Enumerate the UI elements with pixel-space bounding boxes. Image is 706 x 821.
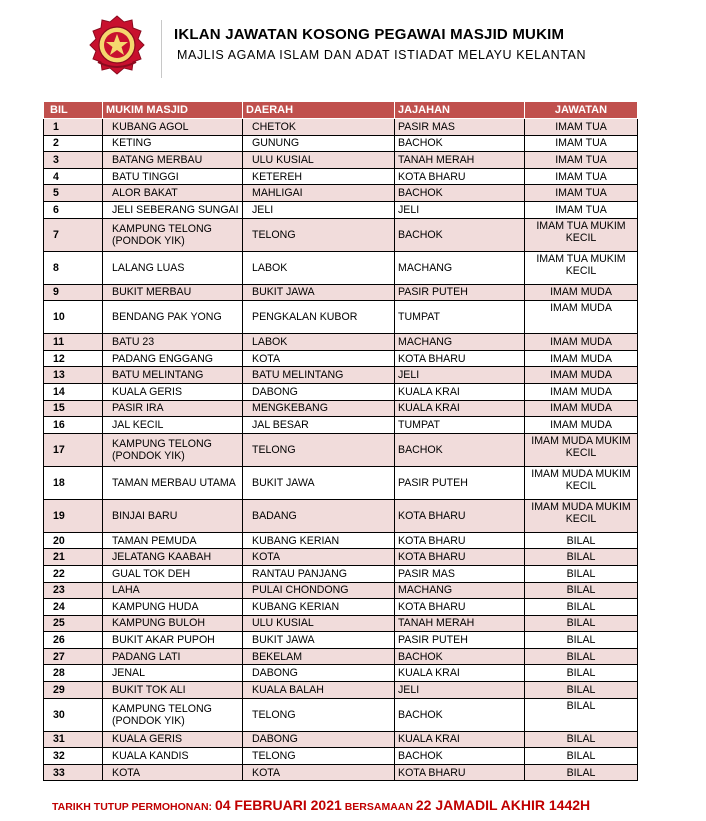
cell-bil: 21 — [44, 549, 103, 566]
cell-daerah: BUKIT JAWA — [243, 466, 395, 499]
cell-jawatan: BILAL — [525, 632, 638, 649]
cell-bil: 24 — [44, 599, 103, 616]
cell-jawatan: IMAM MUDA MUKIM KECIL — [525, 433, 638, 466]
cell-bil: 27 — [44, 648, 103, 665]
cell-daerah: KUBANG KERIAN — [243, 599, 395, 616]
cell-bil: 25 — [44, 615, 103, 632]
cell-jawatan: BILAL — [525, 665, 638, 682]
cell-bil: 30 — [44, 698, 103, 731]
cell-jawatan: IMAM MUDA — [525, 350, 638, 367]
table-row — [44, 532, 638, 549]
cell-jajahan: MACHANG — [395, 582, 525, 599]
cell-jawatan: BILAL — [525, 648, 638, 665]
cell-jajahan: PASIR PUTEH — [395, 466, 525, 499]
cell-jajahan: JELI — [395, 682, 525, 699]
column-header-jajahan: JAJAHAN — [395, 102, 525, 119]
maik-crest-logo-icon — [86, 14, 148, 76]
header-divider — [161, 20, 162, 78]
cell-bil: 7 — [44, 218, 103, 251]
cell-jawatan: IMAM MUDA — [525, 301, 638, 334]
table-row — [44, 301, 638, 334]
cell-bil: 12 — [44, 350, 103, 367]
table-row — [44, 350, 638, 367]
cell-jawatan: IMAM TUA — [525, 168, 638, 185]
table-row — [44, 599, 638, 616]
cell-daerah: MAHLIGAI — [243, 185, 395, 202]
table-row — [44, 119, 638, 136]
cell-daerah: KUBANG KERIAN — [243, 532, 395, 549]
cell-mukim-masjid: KAMPUNG BULOH — [103, 615, 243, 632]
cell-jawatan: IMAM MUDA — [525, 334, 638, 351]
cell-bil: 3 — [44, 152, 103, 169]
cell-bil: 6 — [44, 201, 103, 218]
cell-bil: 13 — [44, 367, 103, 384]
cell-jawatan: IMAM TUA — [525, 201, 638, 218]
cell-bil: 2 — [44, 135, 103, 152]
cell-jajahan: BACHOK — [395, 748, 525, 765]
cell-mukim-masjid: BATU MELINTANG — [103, 367, 243, 384]
cell-jajahan: KUALA KRAI — [395, 400, 525, 417]
cell-bil: 19 — [44, 499, 103, 532]
cell-mukim-masjid: KUALA GERIS — [103, 383, 243, 400]
cell-bil: 26 — [44, 632, 103, 649]
page-header — [0, 0, 706, 90]
table-row — [44, 383, 638, 400]
cell-bil: 23 — [44, 582, 103, 599]
cell-jawatan: IMAM TUA MUKIM KECIL — [525, 218, 638, 251]
cell-bil: 32 — [44, 748, 103, 765]
cell-jajahan: KOTA BHARU — [395, 599, 525, 616]
table-row — [44, 417, 638, 434]
table-row — [44, 748, 638, 765]
cell-mukim-masjid: KAMPUNG TELONG (PONDOK YIK) — [103, 698, 243, 731]
cell-daerah: BUKIT JAWA — [243, 284, 395, 301]
cell-bil: 15 — [44, 400, 103, 417]
page-subtitle: MAJLIS AGAMA ISLAM DAN ADAT ISTIADAT MELAYU KELANTAN — [177, 48, 587, 62]
cell-daerah: ULU KUSIAL — [243, 152, 395, 169]
cell-bil: 16 — [44, 417, 103, 434]
cell-jajahan: MACHANG — [395, 334, 525, 351]
cell-bil: 29 — [44, 682, 103, 699]
table-row — [44, 682, 638, 699]
page-title: IKLAN JAWATAN KOSONG PEGAWAI MASJID MUKIM — [174, 26, 565, 43]
table-row — [44, 698, 638, 731]
cell-jawatan: BILAL — [525, 682, 638, 699]
cell-jawatan: BILAL — [525, 549, 638, 566]
cell-mukim-masjid: JAL KECIL — [103, 417, 243, 434]
cell-daerah: LABOK — [243, 334, 395, 351]
cell-daerah: DABONG — [243, 731, 395, 748]
table-row — [44, 251, 638, 284]
cell-jajahan: MACHANG — [395, 251, 525, 284]
cell-jawatan: IMAM TUA — [525, 119, 638, 136]
cell-daerah: CHETOK — [243, 119, 395, 136]
cell-jajahan: PASIR MAS — [395, 119, 525, 136]
cell-bil: 33 — [44, 764, 103, 781]
table-row — [44, 615, 638, 632]
cell-jawatan: IMAM TUA MUKIM KECIL — [525, 251, 638, 284]
cell-bil: 10 — [44, 301, 103, 334]
cell-daerah: PENGKALAN KUBOR — [243, 301, 395, 334]
table-row — [44, 499, 638, 532]
cell-jajahan: BACHOK — [395, 185, 525, 202]
cell-bil: 17 — [44, 433, 103, 466]
table-row — [44, 201, 638, 218]
cell-daerah: KOTA — [243, 549, 395, 566]
table-row — [44, 549, 638, 566]
cell-jawatan: IMAM MUDA — [525, 383, 638, 400]
cell-mukim-masjid: JELI SEBERANG SUNGAI — [103, 201, 243, 218]
cell-mukim-masjid: BUKIT MERBAU — [103, 284, 243, 301]
cell-jajahan: TUMPAT — [395, 301, 525, 334]
cell-jajahan: KUALA KRAI — [395, 383, 525, 400]
cell-daerah: GUNUNG — [243, 135, 395, 152]
cell-bil: 1 — [44, 119, 103, 136]
cell-mukim-masjid: TAMAN MERBAU UTAMA — [103, 466, 243, 499]
cell-mukim-masjid: LALANG LUAS — [103, 251, 243, 284]
cell-mukim-masjid: BINJAI BARU — [103, 499, 243, 532]
table-row — [44, 168, 638, 185]
cell-jawatan: BILAL — [525, 615, 638, 632]
cell-mukim-masjid: BUKIT AKAR PUPOH — [103, 632, 243, 649]
table-row — [44, 218, 638, 251]
table-row — [44, 632, 638, 649]
cell-mukim-masjid: BATANG MERBAU — [103, 152, 243, 169]
cell-jajahan: BACHOK — [395, 218, 525, 251]
cell-bil: 4 — [44, 168, 103, 185]
cell-mukim-masjid: JENAL — [103, 665, 243, 682]
cell-daerah: PULAI CHONDONG — [243, 582, 395, 599]
cell-jawatan: IMAM MUDA MUKIM KECIL — [525, 466, 638, 499]
table-row — [44, 367, 638, 384]
cell-mukim-masjid: KETING — [103, 135, 243, 152]
cell-mukim-masjid: KUALA GERIS — [103, 731, 243, 748]
cell-mukim-masjid: BATU TINGGI — [103, 168, 243, 185]
cell-bil: 8 — [44, 251, 103, 284]
column-header-jawatan: JAWATAN — [525, 102, 638, 119]
table-row — [44, 334, 638, 351]
table-row — [44, 466, 638, 499]
cell-jajahan: TANAH MERAH — [395, 152, 525, 169]
cell-jajahan: BACHOK — [395, 135, 525, 152]
cell-jajahan: JELI — [395, 201, 525, 218]
table-row — [44, 565, 638, 582]
table-row — [44, 764, 638, 781]
cell-jawatan: IMAM MUDA MUKIM KECIL — [525, 499, 638, 532]
cell-jawatan: IMAM TUA — [525, 185, 638, 202]
cell-jajahan: PASIR PUTEH — [395, 632, 525, 649]
cell-jawatan: IMAM MUDA — [525, 284, 638, 301]
cell-mukim-masjid: BENDANG PAK YONG — [103, 301, 243, 334]
cell-mukim-masjid: KUBANG AGOL — [103, 119, 243, 136]
closing-date-label: TARIKH TUTUP PERMOHONAN: — [52, 801, 215, 813]
cell-daerah: TELONG — [243, 698, 395, 731]
cell-bil: 11 — [44, 334, 103, 351]
cell-jajahan: KOTA BHARU — [395, 350, 525, 367]
cell-jajahan: KOTA BHARU — [395, 764, 525, 781]
cell-daerah: JAL BESAR — [243, 417, 395, 434]
table-row — [44, 185, 638, 202]
cell-daerah: DABONG — [243, 665, 395, 682]
vacancy-table — [43, 101, 638, 781]
cell-daerah: DABONG — [243, 383, 395, 400]
cell-jajahan: BACHOK — [395, 698, 525, 731]
table-row — [44, 582, 638, 599]
cell-bil: 5 — [44, 185, 103, 202]
cell-jawatan: IMAM MUDA — [525, 367, 638, 384]
cell-jajahan: KOTA BHARU — [395, 532, 525, 549]
table-row — [44, 284, 638, 301]
cell-daerah: TELONG — [243, 748, 395, 765]
cell-daerah: BEKELAM — [243, 648, 395, 665]
cell-jawatan: BILAL — [525, 599, 638, 616]
cell-bil: 20 — [44, 532, 103, 549]
cell-jajahan: PASIR PUTEH — [395, 284, 525, 301]
cell-mukim-masjid: PADANG LATI — [103, 648, 243, 665]
cell-mukim-masjid: KUALA KANDIS — [103, 748, 243, 765]
column-header-bil: BIL — [44, 102, 103, 119]
cell-mukim-masjid: PADANG ENGGANG — [103, 350, 243, 367]
cell-jawatan: IMAM MUDA — [525, 417, 638, 434]
cell-daerah: TELONG — [243, 218, 395, 251]
table-row — [44, 648, 638, 665]
cell-mukim-masjid: BATU 23 — [103, 334, 243, 351]
cell-bil: 18 — [44, 466, 103, 499]
cell-jajahan: KOTA BHARU — [395, 499, 525, 532]
cell-jajahan: JELI — [395, 367, 525, 384]
cell-mukim-masjid: PASIR IRA — [103, 400, 243, 417]
table-row — [44, 433, 638, 466]
cell-jawatan: BILAL — [525, 698, 638, 731]
cell-mukim-masjid: TAMAN PEMUDA — [103, 532, 243, 549]
cell-daerah: BADANG — [243, 499, 395, 532]
cell-mukim-masjid: KAMPUNG TELONG (PONDOK YIK) — [103, 218, 243, 251]
cell-jajahan: TUMPAT — [395, 417, 525, 434]
cell-jawatan: BILAL — [525, 582, 638, 599]
table-row — [44, 135, 638, 152]
cell-daerah: KETEREH — [243, 168, 395, 185]
cell-bil: 28 — [44, 665, 103, 682]
cell-daerah: ULU KUSIAL — [243, 615, 395, 632]
cell-jajahan: KOTA BHARU — [395, 549, 525, 566]
cell-daerah: BUKIT JAWA — [243, 632, 395, 649]
cell-jajahan: BACHOK — [395, 433, 525, 466]
cell-jawatan: BILAL — [525, 748, 638, 765]
cell-mukim-masjid: KAMPUNG TELONG (PONDOK YIK) — [103, 433, 243, 466]
table-header-row — [44, 102, 638, 119]
cell-bil: 14 — [44, 383, 103, 400]
cell-daerah: LABOK — [243, 251, 395, 284]
cell-mukim-masjid: KOTA — [103, 764, 243, 781]
cell-daerah: RANTAU PANJANG — [243, 565, 395, 582]
cell-jawatan: BILAL — [525, 565, 638, 582]
cell-daerah: KUALA BALAH — [243, 682, 395, 699]
cell-daerah: KOTA — [243, 764, 395, 781]
closing-date-hijri: 22 JAMADIL AKHIR 1442H — [415, 797, 591, 813]
cell-jawatan: IMAM TUA — [525, 135, 638, 152]
cell-jajahan: TANAH MERAH — [395, 615, 525, 632]
cell-jawatan: BILAL — [525, 764, 638, 781]
cell-mukim-masjid: KAMPUNG HUDA — [103, 599, 243, 616]
column-header-mukim: MUKIM MASJID — [103, 102, 243, 119]
table-row — [44, 400, 638, 417]
cell-jawatan: BILAL — [525, 532, 638, 549]
cell-daerah: KOTA — [243, 350, 395, 367]
cell-mukim-masjid: ALOR BAKAT — [103, 185, 243, 202]
cell-daerah: JELI — [243, 201, 395, 218]
table-row — [44, 665, 638, 682]
cell-bil: 9 — [44, 284, 103, 301]
cell-mukim-masjid: BUKIT TOK ALI — [103, 682, 243, 699]
closing-date-connector: BERSAMAAN — [341, 801, 416, 813]
cell-jajahan: KOTA BHARU — [395, 168, 525, 185]
cell-daerah: TELONG — [243, 433, 395, 466]
cell-bil: 31 — [44, 731, 103, 748]
cell-mukim-masjid: LAHA — [103, 582, 243, 599]
cell-jawatan: BILAL — [525, 731, 638, 748]
cell-bil: 22 — [44, 565, 103, 582]
cell-jawatan: IMAM MUDA — [525, 400, 638, 417]
closing-date-notice — [52, 797, 590, 815]
table-row — [44, 152, 638, 169]
cell-mukim-masjid: JELATANG KAABAH — [103, 549, 243, 566]
column-header-daerah: DAERAH — [243, 102, 395, 119]
cell-mukim-masjid: GUAL TOK DEH — [103, 565, 243, 582]
closing-date: 04 FEBRUARI 2021 — [214, 797, 342, 813]
table-row — [44, 731, 638, 748]
cell-jajahan: KUALA KRAI — [395, 731, 525, 748]
cell-daerah: BATU MELINTANG — [243, 367, 395, 384]
cell-jawatan: IMAM TUA — [525, 152, 638, 169]
cell-jajahan: BACHOK — [395, 648, 525, 665]
cell-daerah: MENGKEBANG — [243, 400, 395, 417]
cell-jajahan: PASIR MAS — [395, 565, 525, 582]
cell-jajahan: KUALA KRAI — [395, 665, 525, 682]
